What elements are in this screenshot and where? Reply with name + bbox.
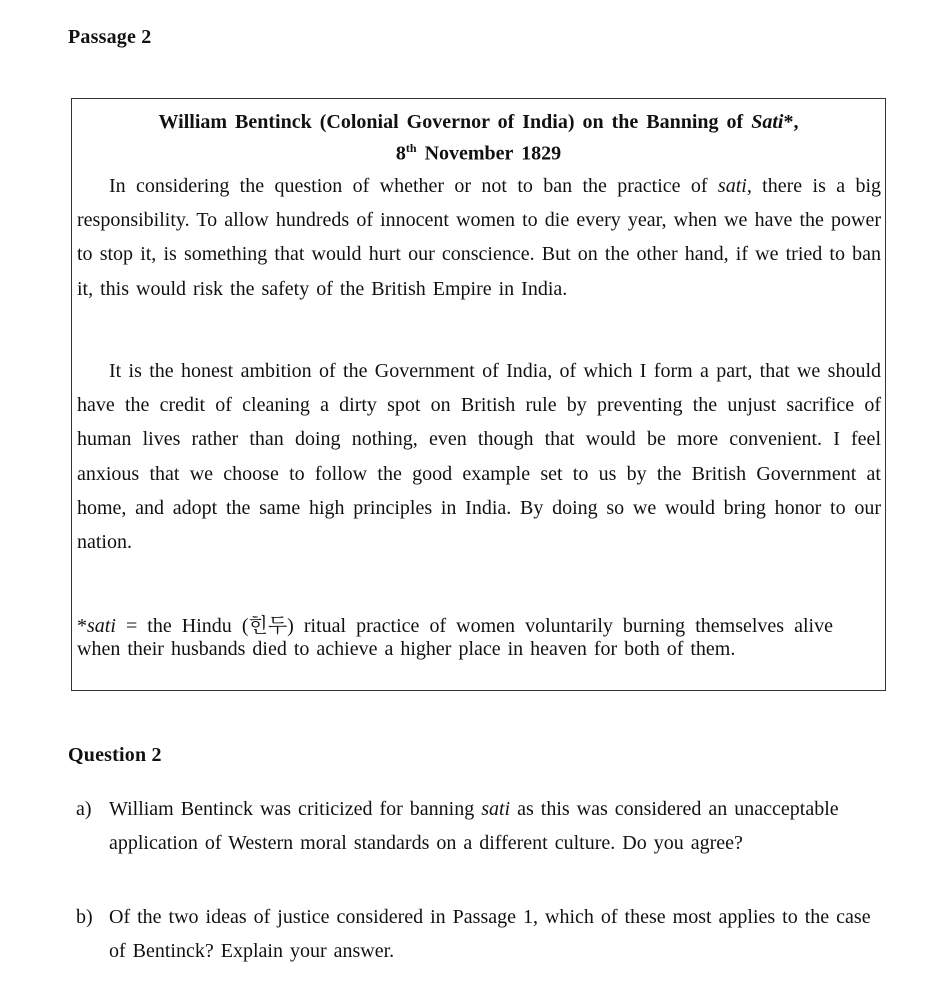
passage-box — [71, 98, 886, 691]
title-line-1: William Bentinck (Colonial Governor of India) on the Banning of Sati*, — [158, 111, 799, 133]
passage-paragraph-2: It is the honest ambition of the Government of India, of which I form a part, that we should have the credit of cleaning a dirty spot on British rule by preventing the unjust sacrifice of human lives rather than doing nothing, even though that would be more convenient. I feel anxious that we choose to follow the good example set to us by the British Government at home, and adopt the same high principles in India. By doing so we would bring honor to our nation. — [77, 360, 881, 554]
passage-paragraph-1: In considering the question of whether or not to ban the practice of sati, there is a big responsibility. To allow hundreds of innocent women to die every year, when we have the power to stop it, is something that would hurt our conscience. But on the other hand, if we tried to ban it, this would risk the safety of the British Empire in India. — [77, 175, 881, 300]
question-a-marker: a) — [76, 798, 92, 820]
question-heading: Question 2 — [68, 744, 162, 766]
passage-title — [72, 109, 885, 167]
question-item-a: a) William Bentinck was criticized for banning sati as this was considered an unacceptable application of Western moral standards on a different culture. Do you agree? — [76, 793, 886, 860]
title-line-2: 8th November 1829 — [395, 141, 562, 165]
question-item-b: b) Of the two ideas of justice considered in Passage 1, which of these most applies to the case of Bentinck? Explain your answer. — [76, 901, 886, 968]
passage-heading: Passage 2 — [68, 26, 152, 48]
question-b-marker: b) — [76, 906, 93, 928]
footnote: *sati = the Hindu (힌두) ritual practice of women voluntarily burning themselves alive when their husbands died to achieve a higher place in heaven for both of them. — [77, 615, 833, 660]
